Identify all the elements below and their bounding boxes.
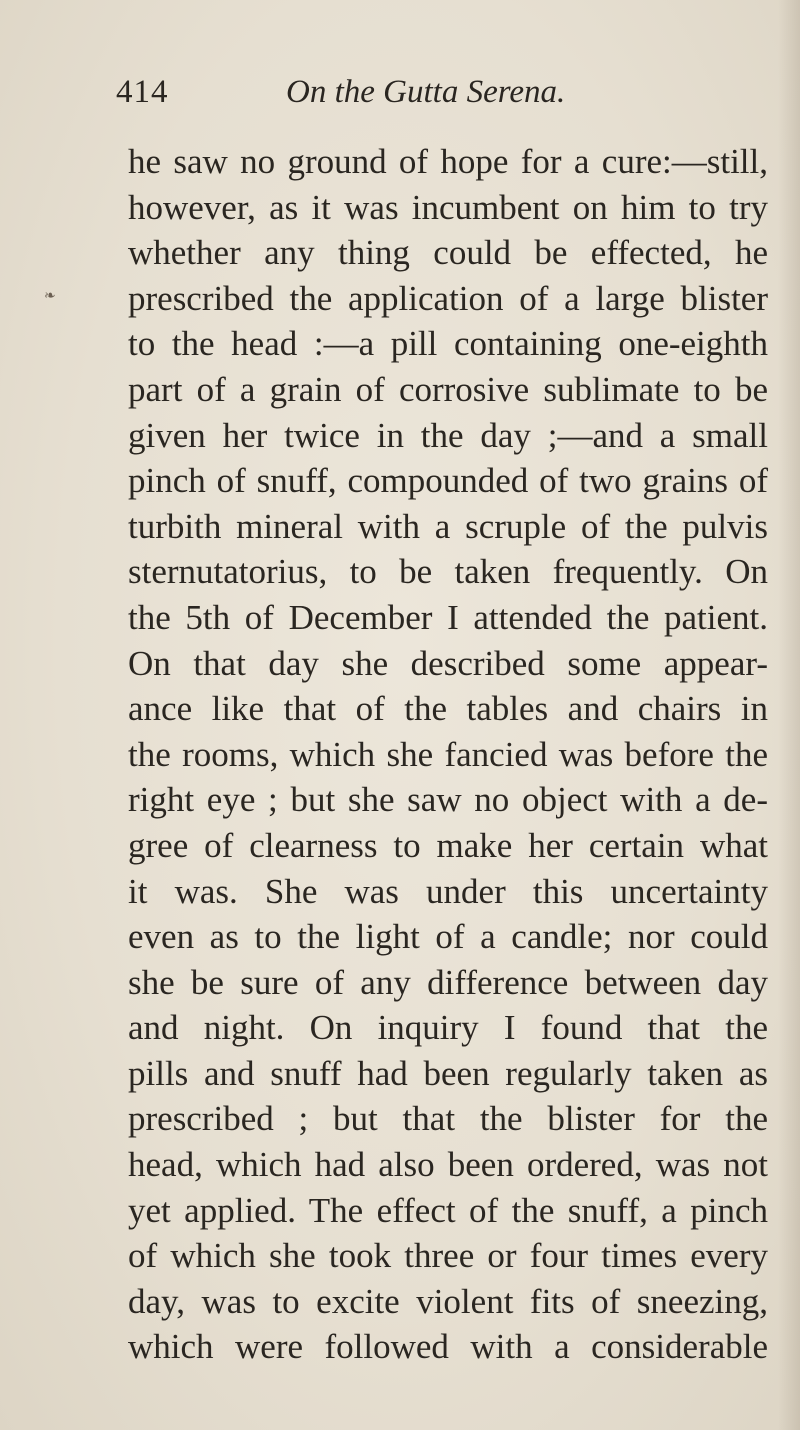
text-line: she be sure of any difference between day (128, 962, 768, 1002)
page-number: 414 (116, 74, 169, 110)
text-line: right eye ; but she saw no object with a de- (128, 780, 768, 820)
text-line: sternutatorius, to be taken frequently. On (128, 552, 768, 592)
text-line: pills and snuff had been regularly taken as (128, 1053, 768, 1093)
text-line: day, was to excite violent fits of sneezing, (128, 1281, 768, 1321)
text-line: prescribed the application of a large blister (128, 278, 768, 318)
text-line: head, which had also been ordered, was not (128, 1145, 768, 1185)
text-line: he saw no ground of hope for a cure:—still, (128, 142, 768, 181)
text-line: however, as it was incumbent on him to try (128, 187, 768, 227)
running-header (116, 74, 676, 124)
page-edge-shadow (778, 0, 800, 1430)
text-line: prescribed ; but that the blister for the (128, 1099, 768, 1139)
text-line: which were followed with a considerable (128, 1327, 768, 1367)
body-text (128, 139, 768, 1370)
text-line: ance like that of the tables and chairs in (128, 689, 768, 729)
text-line: gree of clearness to make her certain what (128, 825, 768, 865)
text-line: to the head :—a pill containing one-eighth (128, 324, 768, 364)
text-line: it was. She was under this uncertainty (128, 871, 768, 911)
page-speck: ❧ (44, 288, 56, 304)
text-line: pinch of snuff, compounded of two grains of (128, 461, 768, 501)
text-line: of which she took three or four times every (128, 1236, 768, 1276)
text-line: even as to the light of a candle; nor could (128, 917, 768, 957)
text-line: part of a grain of corrosive sublimate to be (128, 369, 768, 409)
text-line: turbith mineral with a scruple of the pulvis (128, 506, 768, 546)
text-line: given her twice in the day ;—and a small (128, 415, 768, 455)
running-title: On the Gutta Serena. (286, 74, 566, 110)
text-line: yet applied. The effect of the snuff, a pinch (128, 1190, 768, 1230)
text-line: the rooms, which she fancied was before the (128, 734, 768, 774)
text-line: On that day she described some appear- (128, 643, 768, 683)
text-line: and night. On inquiry I found that the (128, 1008, 768, 1048)
text-line: whether any thing could be effected, he (128, 233, 768, 273)
text-line: the 5th of December I attended the patient. (128, 597, 768, 637)
